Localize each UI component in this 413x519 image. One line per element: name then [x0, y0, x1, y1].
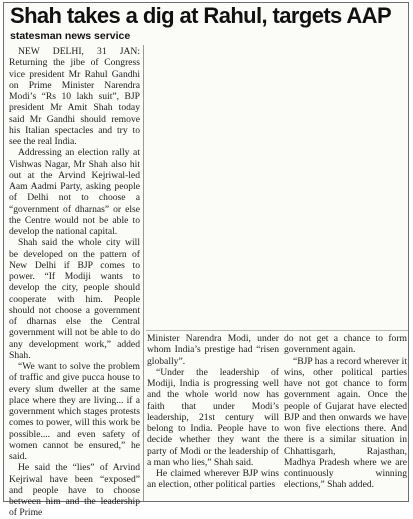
paragraph: Minister Narendra Modi, under whom India’s prestige had “risen globally”.: [147, 333, 279, 367]
paragraph: He claimed wherever BJP wins an election, other political parties: [147, 468, 279, 491]
paragraph: “We want to solve the problem of traffic and give pucca house to every slum dweller at the same place where they are living... if a government which stages protests comes to power, will this work be possible.... and even safety of women cannot be ensured,” he said.: [9, 361, 140, 462]
paragraph: do not get a chance to form government again.: [284, 333, 407, 356]
dateline: NEW DELHI, 31 JAN:: [18, 46, 140, 57]
article-column-3: [284, 333, 407, 503]
newspaper-clipping: [3, 2, 409, 519]
paragraph-text: Returning the jibe of Congress vice president Mr Rahul Gandhi on Prime Minister Narendra Modi’s “Rs 10 lakh suit”, BJP president Mr Amit Shah today said Mr Gandhi should remove his Italian spectacles and try to see the real India.: [9, 57, 140, 147]
paragraph: Addressing an election rally at Vishwas Nagar, Mr Shah also hit out at the Arvind Kejriwal-led Aam Aadmi Party, asking people of Delhi not to choose a “government of dharnas” or else the Centre would not be able to develop the national capital.: [9, 147, 140, 237]
paragraph: Shah said the whole city will be developed on the pattern of New Delhi if BJP comes to power. “If Modiji wants to develop the city, people should cooperate with him. People should not choose a government of dharnas else the Central government will not be able to do any development work,” added Shah.: [9, 237, 140, 361]
paragraph: “Under the leadership of Modiji, India is progressing well and the whole world now has faith that under Modi’s leadership, 21st century will belong to India. People have to decide whether they want the party of Modi or the leadership of a man who lies,” Shah said.: [147, 366, 279, 468]
article-column-1: [9, 46, 140, 519]
column-top-rule: [146, 330, 408, 331]
column-divider: [143, 45, 144, 501]
headline: Shah takes a dig at Rahul, targets AAP: [10, 3, 392, 28]
paragraph: [9, 46, 140, 147]
article-column-2: [147, 333, 279, 503]
paragraph: He said the “lies” of Arvind Kejriwal have been “exposed” and people have to choose between him and the leadership of Prime: [9, 462, 140, 519]
paragraph: “BJP has a record wherever it wins, other political parties have not got chance to form government again. Once the people of Gujarat have elected BJP and then onwards we have won five elections there. And there is a similar situation in Chhattisgarh, Rajasthan, Madhya Pradesh where we are continuously winning elections,” Shah added.: [284, 355, 407, 491]
byline: statesman news service: [10, 30, 131, 42]
